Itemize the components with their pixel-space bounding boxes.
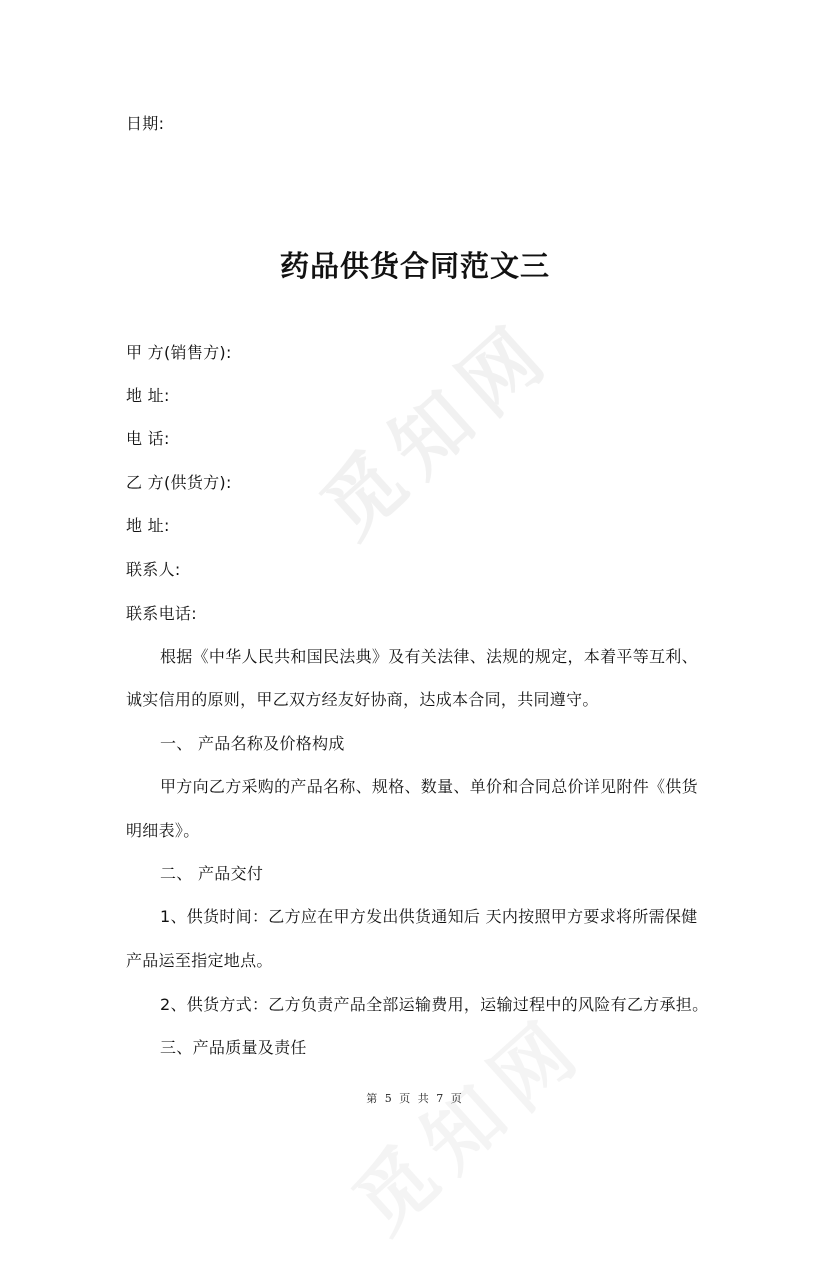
document-title: 药品供货合同范文三 <box>279 249 550 283</box>
section-1-heading: 一、 产品名称及价格构成 <box>160 734 345 753</box>
section-1-body-line-2: 明细表》。 <box>126 821 200 840</box>
section-2-item-1-line-2: 产品运至指定地点。 <box>126 951 273 970</box>
section-2-item-1-line-1: 1、供货时间：乙方应在甲方发出供货通知后 天内按照甲方要求将所需保健 <box>160 907 698 926</box>
preamble-line-2: 诚实信用的原则，甲乙双方经友好协商，达成本合同，共同遵守。 <box>126 690 599 709</box>
page-footer: 第 5 页 共 7 页 <box>366 1092 464 1105</box>
field-phone-a: 电 话: <box>126 429 170 448</box>
field-address-b: 地 址: <box>126 516 170 535</box>
field-party-a: 甲 方(销售方): <box>126 343 232 362</box>
watermark-bottom <box>314 978 627 1272</box>
field-contact-person: 联系人: <box>126 560 181 579</box>
section-2-heading: 二、 产品交付 <box>160 864 264 883</box>
field-contact-phone: 联系电话: <box>126 604 197 623</box>
section-3-heading: 三、产品质量及责任 <box>160 1038 307 1057</box>
field-party-b: 乙 方(供货方): <box>126 473 232 492</box>
watermark: 觅知网 <box>305 304 571 556</box>
section-2-item-2: 2、供货方式：乙方负责产品全部运输费用，运输过程中的风险有乙方承担。 <box>160 995 709 1014</box>
field-address-a: 地 址: <box>126 386 170 405</box>
date-label: 日期: <box>126 114 165 133</box>
section-1-body-line-1: 甲方向乙方采购的产品名称、规格、数量、单价和合同总价详见附件《供货 <box>160 777 698 796</box>
preamble-line-1: 根据《中华人民共和国民法典》及有关法律、法规的规定，本着平等互利、 <box>160 647 698 666</box>
